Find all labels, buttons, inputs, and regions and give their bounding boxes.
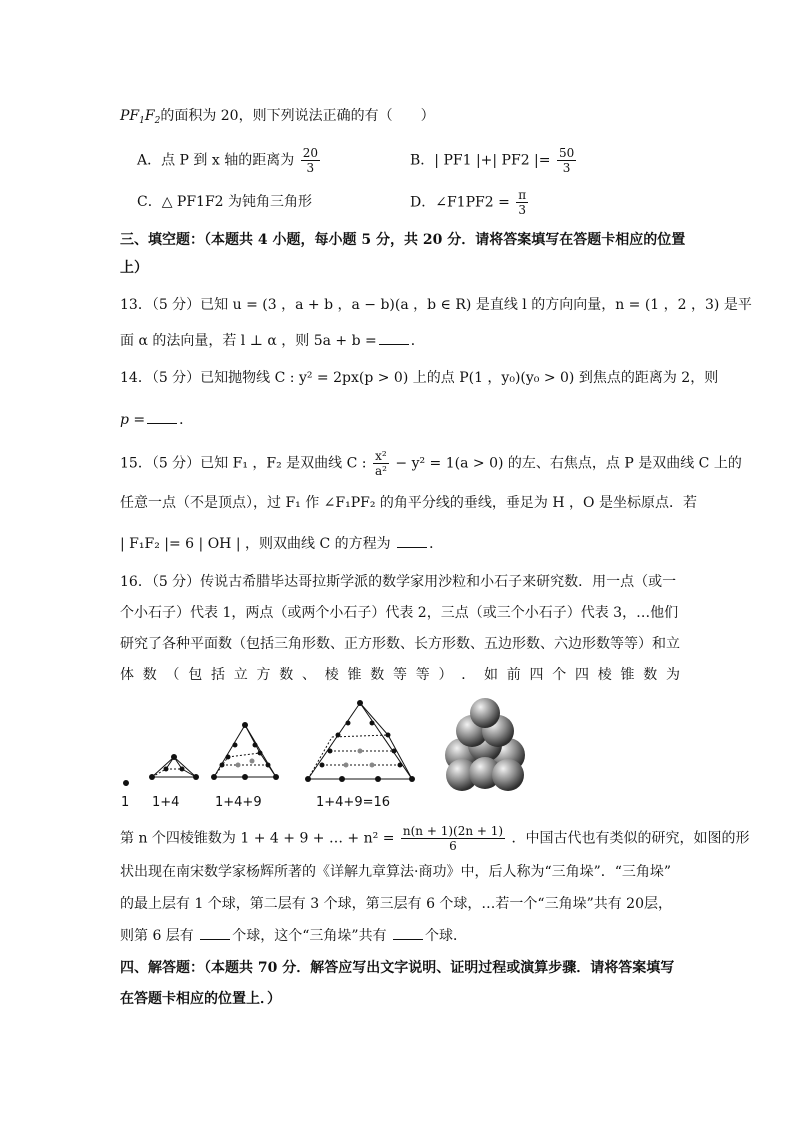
answer-blank [147, 411, 177, 424]
fraction: $\frac{\text{x²}}{\text{a²}}$ [374, 449, 387, 478]
answer-blank [379, 332, 409, 345]
fraction: $\frac{n(n + 1)(2n + 1)}{6}$ [402, 824, 504, 853]
option-b: B．| PF1 |+| PF2 |= $\frac{50}{3}$ [410, 146, 575, 175]
question-16-cont: 个小石子）代表 1，两点（或两个小石子）代表 2，三点（或三个小石子）代表 3，…他们 [120, 605, 679, 621]
question-16-cont5: 状出现在南宋数学家杨辉所著的《详解九章算法·商功》中，后人称为“三角垛”．“三角垛” [120, 864, 672, 880]
option-c: C．△ PF1F2 为钝角三角形 [137, 194, 313, 210]
question-13-cont: 面 α 的法向量，若 l ⊥ α ，则 5a + b = ． [120, 333, 425, 349]
caption-2: 1+4 [152, 795, 180, 810]
pyramid-3-layers [214, 725, 276, 777]
answer-blank [393, 927, 423, 940]
fraction: $\frac{20}{3}$ [302, 146, 318, 175]
question-16-cont6: 的最上层有 1 个球，第二层有 3 个球，第三层有 6 个球，…若一个“三角垛”共有 20层， [120, 896, 672, 912]
question-15-cont: 任意一点（不是顶点），过 F₁ 作 ∠F₁PF₂ 的角平分线的垂线，垂足为 H ，O 是坐标原点．若 [120, 495, 697, 511]
section-4-heading: 四、解答题：（本题共 70 分．解答应写出文字说明、证明过程或演算步骤．请将答案填写 [120, 960, 675, 976]
section-3-heading-cont: 上） [120, 260, 148, 276]
question-15: 15．（5 分）已知 F₁ ，F₂ 是双曲线 C : $\frac{\text{x²}}{\text{a²}}$ − y² = 1(a > 0) 的左、右焦点，点 P 是双曲线 C 上的 [120, 449, 742, 478]
question-16-cont7: 则第 6 层有 个球，这个“三角垛”共有 个球． [120, 928, 468, 944]
question-12-continuation [120, 106, 435, 131]
question-12-text: 的面积为 20，则下列说法正确的有（ ） [160, 108, 435, 124]
pyramid-4-layers [308, 703, 412, 779]
question-16-cont3: 体 数 （ 包 括 立 方 数 、 棱 锥 数 等 等 ） ． 如 前 四 个 四 棱 锥 数 为 [120, 667, 680, 683]
fraction: $\frac{\pi}{3}$ [518, 188, 527, 217]
question-13: 13．（5 分）已知 u = (3 ，a + b ，a − b)(a ，b ∈ R) 是直线 l 的方向向量，n = (1 ，2 ，3) 是平 [120, 297, 752, 313]
question-16-cont4: 第 n 个四棱锥数为 1 + 4 + 9 + … + n² = $\frac{n(n + 1)(2n + 1)}{6}$ ．中国古代也有类似的研究，如图的形 [120, 824, 750, 853]
question-14-cont: p = ． [120, 412, 194, 428]
caption-1: 1 [121, 795, 130, 810]
pyramid-numbers-figure [110, 695, 550, 795]
caption-3: 1+4+9 [215, 795, 262, 810]
question-14: 14．（5 分）已知抛物线 C : y² = 2px(p > 0) 上的点 P(1 ，y₀)(y₀ > 0) 到焦点的距离为 2，则 [120, 370, 719, 386]
single-dot [123, 780, 129, 786]
answer-blank [200, 927, 230, 940]
section-3-heading: 三、填空题：（本题共 4 小题，每小题 5 分，共 20 分．请将答案填写在答题卡相应的位置 [120, 232, 686, 248]
section-4-heading-cont: 在答题卡相应的位置上．） [120, 991, 281, 1007]
pf1f2-symbol: $PF_1F_2$ [120, 108, 161, 126]
question-16: 16．（5 分）传说古希腊毕达哥拉斯学派的数学家用沙粒和小石子来研究数．用一点（或一 [120, 574, 677, 590]
option-d: D．∠F1PF2 = $\frac{\pi}{3}$ [410, 188, 527, 217]
answer-blank [397, 535, 427, 548]
option-a: A．点 P 到 x 轴的距离为 $\frac{20}{3}$ [137, 146, 318, 175]
question-16-cont2: 研究了各种平面数（包括三角形数、正方形数、长方形数、五边形数、六边形数等等）和立 [120, 636, 680, 652]
ball-stack-image [445, 698, 525, 791]
question-15-cont2: | F₁F₂ |= 6 | OH | ，则双曲线 C 的方程为 ． [120, 536, 444, 552]
caption-4: 1+4+9=16 [316, 795, 391, 810]
fraction: $\frac{50}{3}$ [558, 146, 575, 175]
